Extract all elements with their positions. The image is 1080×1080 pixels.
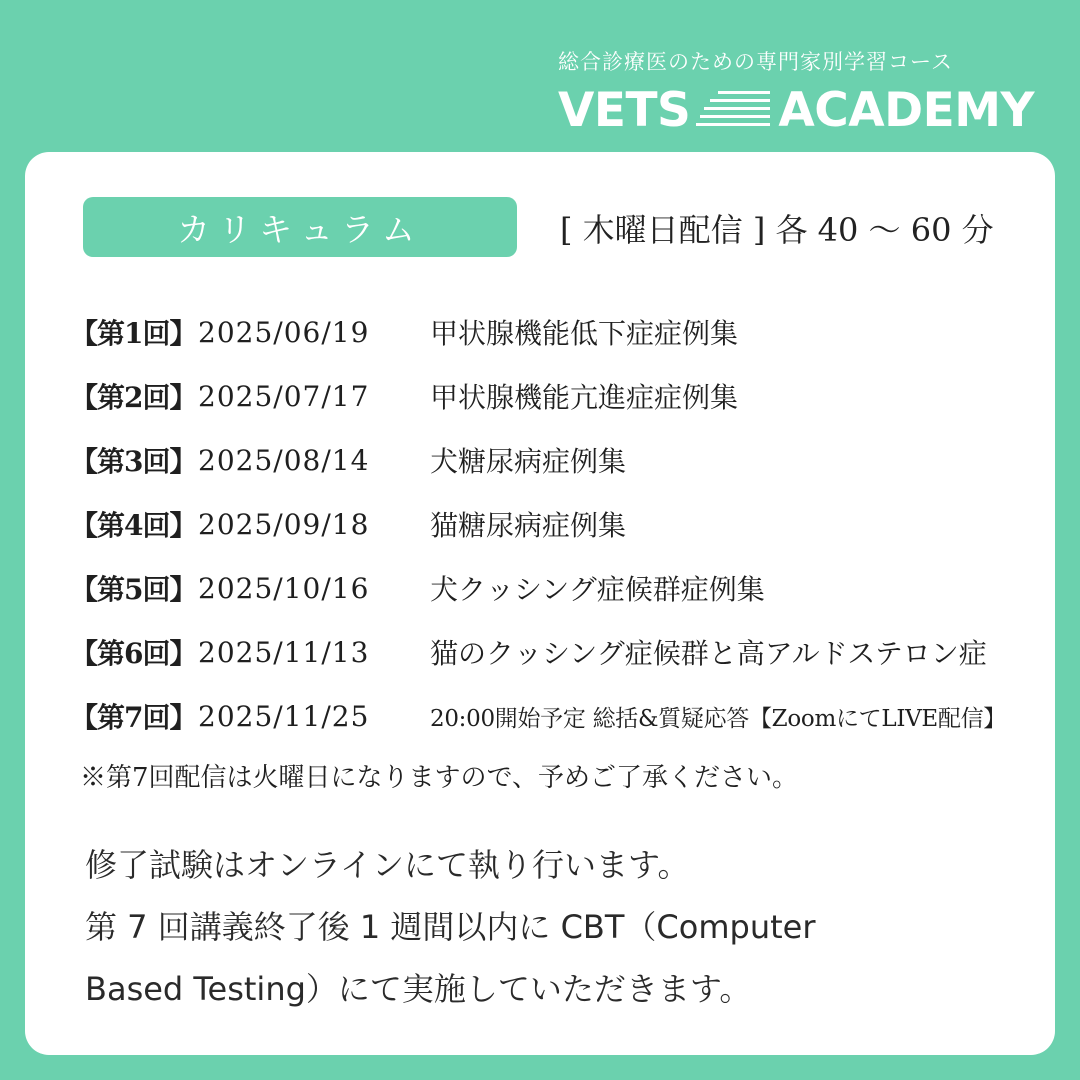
session-date: 2025/09/18 bbox=[198, 507, 370, 541]
exam-line-1: 修了試験はオンラインにて執り行います。 bbox=[85, 846, 690, 884]
exam-line-3: Based Testing）にて実施していただきます。 bbox=[85, 970, 752, 1008]
session-title: 猫のクッシング症候群と高アルドステロン症 bbox=[430, 637, 987, 670]
session-date: 2025/08/14 bbox=[198, 443, 370, 477]
session-date: 2025/06/19 bbox=[198, 315, 370, 349]
session-row-2 bbox=[70, 366, 1040, 426]
session-number: 【第5回】 bbox=[70, 573, 197, 606]
curriculum-card bbox=[25, 152, 1055, 1055]
schedule-note: [ 木曜日配信 ] 各 40 〜 60 分 bbox=[560, 211, 994, 249]
exam-notice bbox=[85, 834, 1025, 1020]
session-date: 2025/10/16 bbox=[198, 571, 370, 605]
exam-line-2: 第 7 回講義終了後 1 週間以内に CBT（Computer bbox=[85, 908, 816, 946]
session-row-4 bbox=[70, 494, 1040, 554]
logo-text-academy: ACADEMY bbox=[778, 82, 1035, 138]
curriculum-heading-badge: カリキュラム bbox=[83, 197, 517, 257]
session-title: 20:00開始予定 総括&質疑応答【ZoomにてLIVE配信】 bbox=[430, 705, 1007, 732]
session-row-3 bbox=[70, 430, 1040, 490]
vets-academy-logo bbox=[558, 82, 1034, 138]
session-date: 2025/11/13 bbox=[198, 635, 370, 669]
logo-text-vets: VETS bbox=[558, 82, 691, 138]
session-title: 甲状腺機能亢進症症例集 bbox=[430, 381, 739, 414]
session-date: 2025/07/17 bbox=[198, 379, 370, 413]
session-number: 【第1回】 bbox=[70, 317, 197, 350]
session-footnote: ※第7回配信は火曜日になりますので、予めご了承ください。 bbox=[80, 763, 799, 793]
session-title: 犬クッシング症候群症例集 bbox=[430, 573, 765, 606]
session-number: 【第3回】 bbox=[70, 445, 197, 478]
brand-tagline: 総合診療医のための専門家別学習コース bbox=[558, 50, 953, 74]
session-row-7 bbox=[70, 686, 1040, 746]
session-number: 【第7回】 bbox=[70, 701, 197, 734]
session-row-1 bbox=[70, 302, 1040, 362]
session-number: 【第6回】 bbox=[70, 637, 197, 670]
session-row-6 bbox=[70, 622, 1040, 682]
session-row-5 bbox=[70, 558, 1040, 618]
session-number: 【第4回】 bbox=[70, 509, 197, 542]
session-date: 2025/11/25 bbox=[198, 699, 370, 733]
session-number: 【第2回】 bbox=[70, 381, 197, 414]
session-title: 猫糖尿病症例集 bbox=[430, 509, 627, 542]
speed-lines-icon bbox=[696, 89, 770, 131]
session-title: 甲状腺機能低下症症例集 bbox=[430, 317, 739, 350]
session-title: 犬糖尿病症例集 bbox=[430, 445, 627, 478]
